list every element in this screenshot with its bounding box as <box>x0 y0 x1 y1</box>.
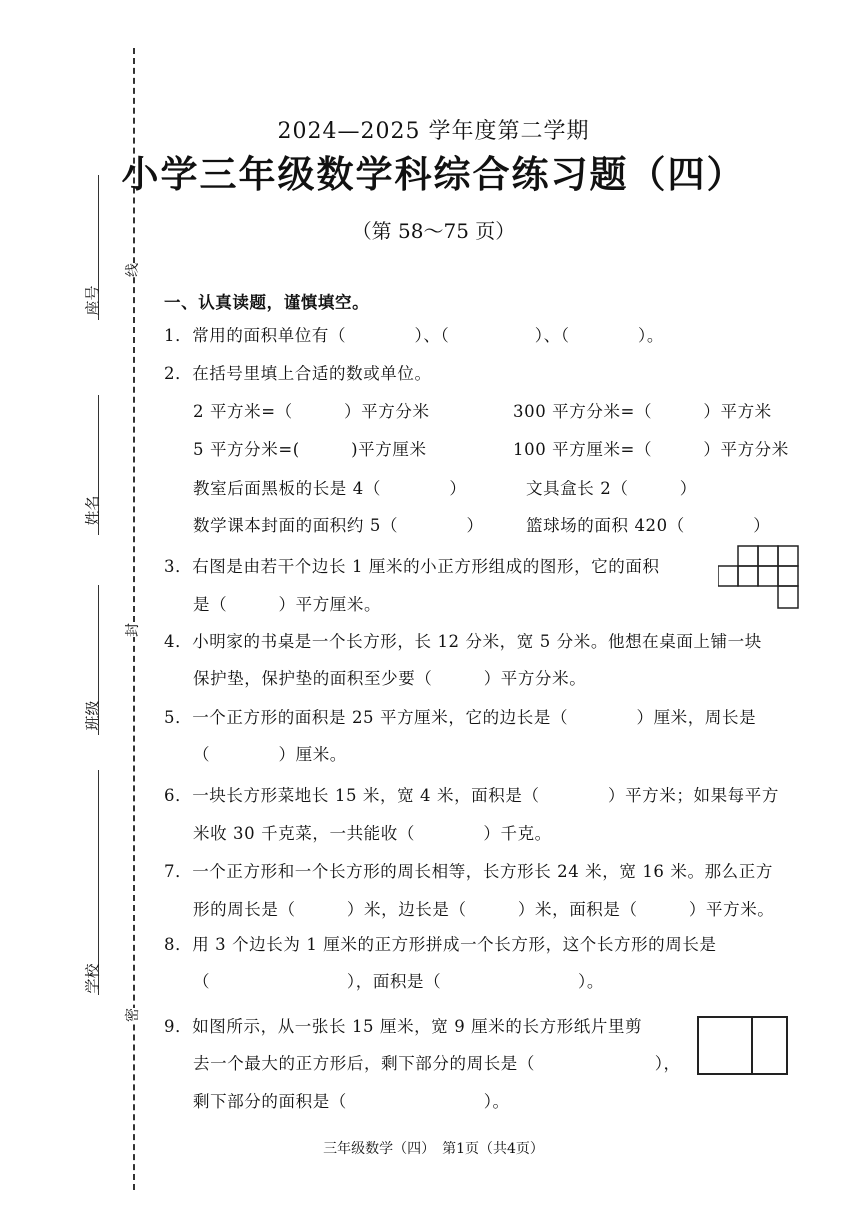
seat-label: 座号 <box>83 285 102 316</box>
question-5-line2: （ ）厘米。 <box>193 745 347 764</box>
question-4-line2: 保护垫，保护垫的面积至少要（ ）平方分米。 <box>193 669 587 688</box>
question-2d: 100 平方厘米=（ ）平方分米 <box>513 440 789 459</box>
grid-cell <box>778 546 798 566</box>
rectangle-figure <box>696 1015 790 1077</box>
grid-cell <box>738 546 758 566</box>
grid-cell <box>778 566 798 586</box>
grid-cell <box>718 566 738 586</box>
square-grid-figure <box>718 544 802 612</box>
question-2a: 2 平方米=（ ）平方分米 <box>193 402 430 421</box>
question-5-line1: 5．一个正方形的面积是 25 平方厘米，它的边长是（ ）厘米，周长是 <box>164 708 757 727</box>
question-6-line1: 6．一块长方形菜地长 15 米，宽 4 米，面积是（ ）平方米；如果每平方 <box>164 786 779 805</box>
page-footer: 三年级数学（四） 第1页（共4页） <box>323 1141 544 1157</box>
term-line: 2024—2025 学年度第二学期 <box>277 119 590 144</box>
grid-cell <box>778 586 798 608</box>
question-7-line2: 形的周长是（ ）米，边长是（ ）米，面积是（ ）平方米。 <box>193 900 775 919</box>
page-range: （第 58～75 页） <box>351 219 516 243</box>
seal-seal-char: 封 <box>122 623 142 637</box>
grid-cell <box>758 566 778 586</box>
seal-line-char: 线 <box>122 263 142 277</box>
question-8-line2: （ ），面积是（ ）。 <box>193 972 604 991</box>
seal-secret-char: 密 <box>122 1008 142 1022</box>
question-9-line3: 剩下部分的面积是（ ）。 <box>193 1092 510 1111</box>
school-underline <box>98 770 99 995</box>
outer-rectangle <box>698 1017 787 1074</box>
question-6-line2: 米收 30 千克菜，一共能收（ ）千克。 <box>193 824 552 843</box>
question-2c: 5 平方分米=( )平方厘米 <box>193 440 427 459</box>
question-3-line2: 是（ ）平方厘米。 <box>193 595 382 614</box>
question-4-line1: 4．小明家的书桌是一个长方形，长 12 分米，宽 5 分米。他想在桌面上铺一块 <box>164 632 762 651</box>
question-2h: 篮球场的面积 420（ ） <box>526 516 771 535</box>
grid-cell <box>758 546 778 566</box>
question-9-line1: 9．如图所示，从一张长 15 厘米，宽 9 厘米的长方形纸片里剪 <box>164 1017 643 1036</box>
question-3-line1: 3．右图是由若干个边长 1 厘米的小正方形组成的图形，它的面积 <box>164 557 660 576</box>
section-heading: 一、认真读题，谨慎填空。 <box>164 293 370 312</box>
question-2g: 数学课本封面的面积约 5（ ） <box>193 516 484 535</box>
question-8-line1: 8．用 3 个边长为 1 厘米的正方形拼成一个长方形，这个长方形的周长是 <box>164 935 717 954</box>
question-2f: 文具盒长 2（ ） <box>526 479 697 498</box>
page-title: 小学三年级数学科综合练习题（四） <box>121 153 746 196</box>
question-7-line1: 7．一个正方形和一个长方形的周长相等，长方形长 24 米，宽 16 米。那么正方 <box>164 862 773 881</box>
name-label: 姓名 <box>83 495 102 526</box>
grid-cell <box>738 566 758 586</box>
question-2b: 300 平方分米=（ ）平方米 <box>513 402 772 421</box>
class-label: 班级 <box>83 700 102 731</box>
question-2e: 教室后面黑板的长是 4（ ） <box>193 479 467 498</box>
question-1: 1．常用的面积单位有（ ）、（ ）、（ ）。 <box>164 326 664 345</box>
question-2: 2．在括号里填上合适的数或单位。 <box>164 364 432 383</box>
school-label: 学校 <box>83 963 102 994</box>
question-9-line2: 去一个最大的正方形后，剩下部分的周长是（ ）， <box>193 1054 681 1073</box>
